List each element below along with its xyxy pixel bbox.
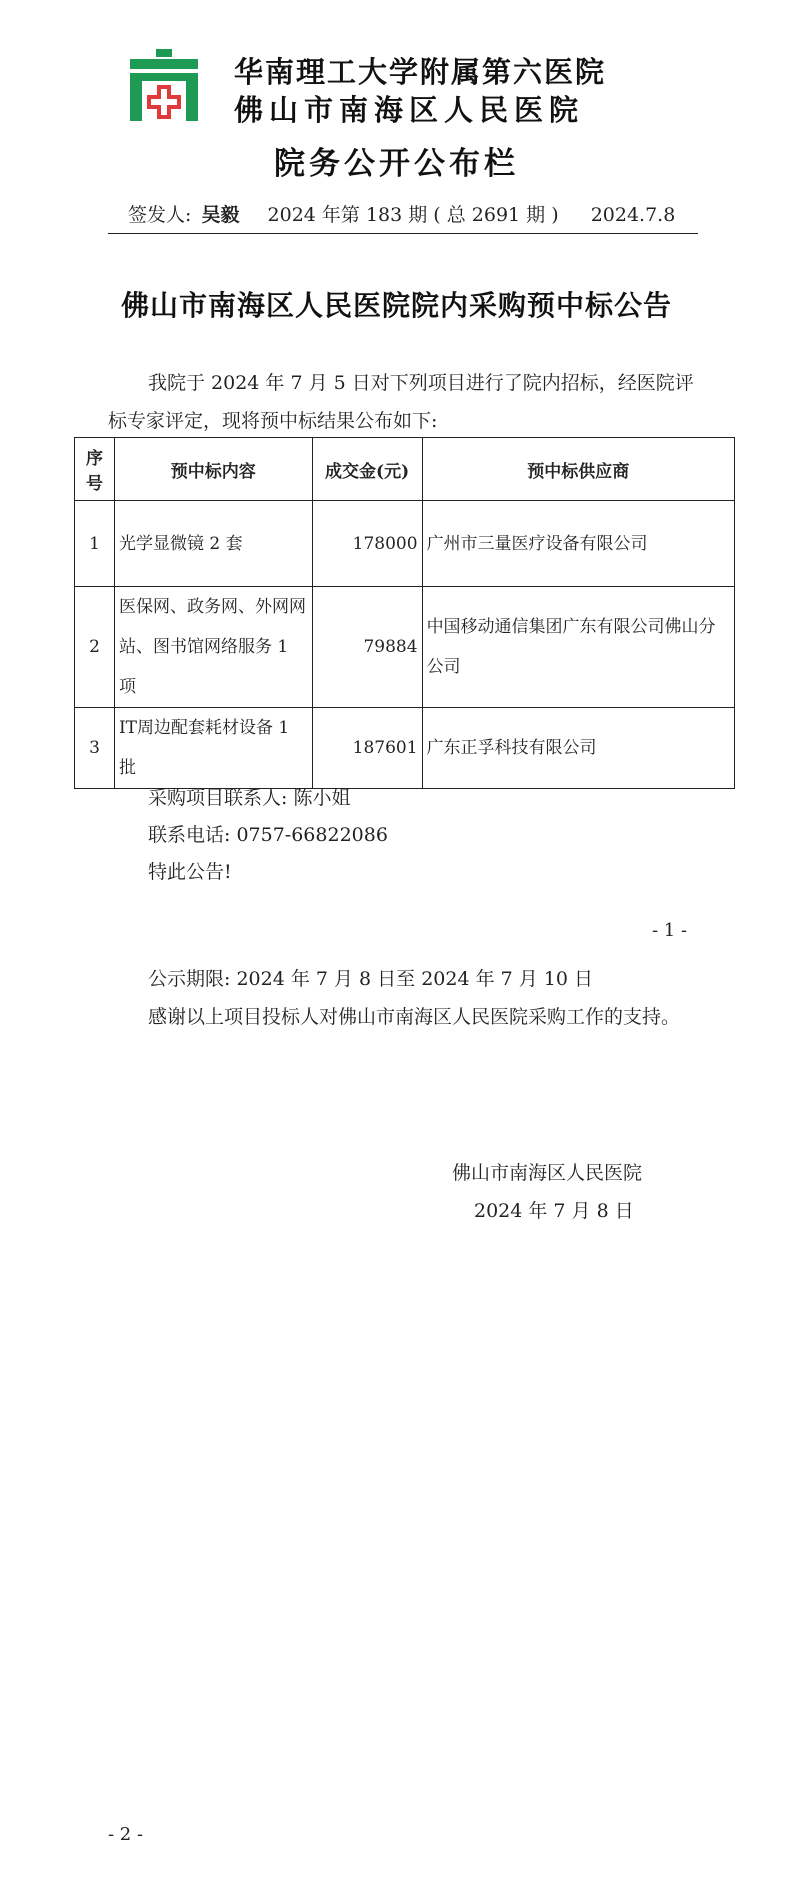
signer-label: 签发人: (128, 204, 192, 226)
issue-number: 2024 年第 183 期 ( 总 2691 期 ) (267, 204, 559, 226)
table-row (75, 708, 735, 789)
bid-results-table (74, 437, 735, 789)
notice-period: 公示期限: 2024 年 7 月 8 日至 2024 年 7 月 10 日 (148, 968, 594, 990)
row-supplier: 广州市三量医疗设备有限公司 (422, 501, 734, 587)
signer-name: 吴毅 (201, 204, 240, 226)
board-title: 院务公开公布栏 (274, 146, 519, 182)
issue-info-row (128, 200, 679, 227)
signature-organization: 佛山市南海区人民医院 (452, 1162, 643, 1184)
thanks-text: 感谢以上项目投标人对佛山市南海区人民医院采购工作的支持。 (148, 1006, 681, 1028)
header-supplier: 预中标供应商 (422, 438, 734, 501)
header-no: 序号 (75, 438, 115, 501)
header-content: 预中标内容 (114, 438, 312, 501)
row-content: 光学显微镜 2 套 (114, 501, 312, 587)
hospital-logo-icon (126, 47, 202, 123)
signature-date: 2024 年 7 月 8 日 (474, 1200, 634, 1222)
notice-paragraph (108, 960, 700, 1036)
hospital-name-line1: 华南理工大学附属第六医院 (234, 55, 607, 89)
row-amount: 79884 (312, 587, 422, 708)
row-supplier: 广东正孚科技有限公司 (422, 708, 734, 789)
contact-phone: 联系电话: 0757-66822086 (148, 824, 388, 846)
row-content: IT周边配套耗材设备 1 批 (114, 708, 312, 789)
document-title: 佛山市南海区人民医院院内采购预中标公告 (120, 289, 672, 322)
row-supplier: 中国移动通信集团广东有限公司佛山分公司 (422, 587, 734, 708)
issue-date: 2024.7.8 (590, 204, 676, 226)
row-content: 医保网、政务网、外网网站、图书馆网络服务 1 项 (114, 587, 312, 708)
table-row (75, 587, 735, 708)
row-no: 1 (75, 501, 115, 587)
row-no: 2 (75, 587, 115, 708)
row-no: 3 (75, 708, 115, 789)
row-amount: 187601 (312, 708, 422, 789)
table-row (75, 501, 735, 587)
contact-person: 采购项目联系人: 陈小姐 (148, 787, 351, 809)
header-amount: 成交金(元) (312, 438, 422, 501)
closing-text: 特此公告! (148, 861, 232, 883)
page-number-1: - 1 - (652, 920, 688, 941)
hospital-name-line2: 佛山市南海区人民医院 (234, 93, 585, 127)
header-divider (108, 233, 698, 234)
page-number-2: - 2 - (108, 1824, 144, 1845)
intro-paragraph: 我院于 2024 年 7 月 5 日对下列项目进行了院内招标，经医院评标专家评定，现将预中标结果公布如下: (108, 372, 694, 432)
table-header-row (75, 438, 735, 501)
row-amount: 178000 (312, 501, 422, 587)
